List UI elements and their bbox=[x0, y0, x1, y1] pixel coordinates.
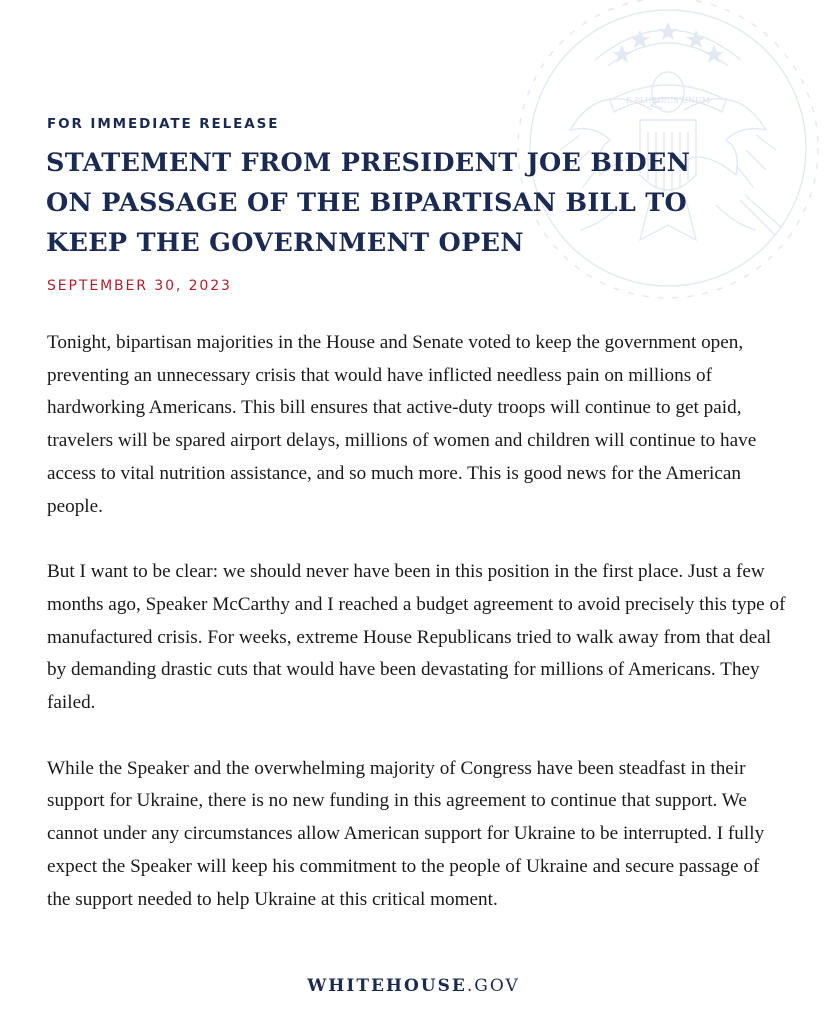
statement-paragraph: While the Speaker and the overwhelming majority of Congress have been steadfast in their support for Ukraine, there is no new funding in this agreement to continue that support. We cannot under any circumstances allow American support for Ukraine to be interrupted. I fully expect the Speaker will keep his commitment to the people of Ukraine and secure passage of the support needed to help Ukraine at this critical moment. bbox=[47, 757, 765, 910]
statement-paragraph: Tonight, bipartisan majorities in the House and Senate voted to keep the government open, preventing an unnecessary crisis that would have inflicted needless pain on millions of hardworking Americans. This bill ensures that active-duty troops will continue to get paid, travelers will be spared airport delays, millions of women and children will continue to have access to vital nutrition assistance, and so much more. This is good news for the American people. bbox=[47, 332, 757, 517]
release-kicker: FOR IMMEDIATE RELEASE bbox=[47, 116, 280, 132]
page-title bbox=[46, 143, 766, 263]
title-line: ON PASSAGE OF THE BIPARTISAN BILL TO bbox=[46, 188, 688, 218]
title-line: KEEP THE GOVERNMENT OPEN bbox=[46, 228, 524, 258]
seal-motto: E PLURIBUS UNUM bbox=[626, 96, 710, 105]
footer-site-suffix: .GOV bbox=[466, 976, 520, 996]
footer-site-link[interactable] bbox=[0, 976, 827, 996]
statement-body bbox=[47, 327, 787, 949]
title-line: STATEMENT FROM PRESIDENT JOE BIDEN bbox=[46, 148, 691, 178]
statement-paragraph: But I want to be clear: we should never have been in this position in the first place. Just a few months ago, Speaker McCarthy and I reached a budget agreement to avoid precisely this type of manufactured crisis. For weeks, extreme House Republicans tried to walk away from that deal by demanding drastic cuts that would have been devastating for millions of Americans. They failed. bbox=[47, 561, 786, 714]
release-date: SEPTEMBER 30, 2023 bbox=[47, 278, 232, 294]
footer-site-name: WHITEHOUSE bbox=[307, 976, 467, 996]
